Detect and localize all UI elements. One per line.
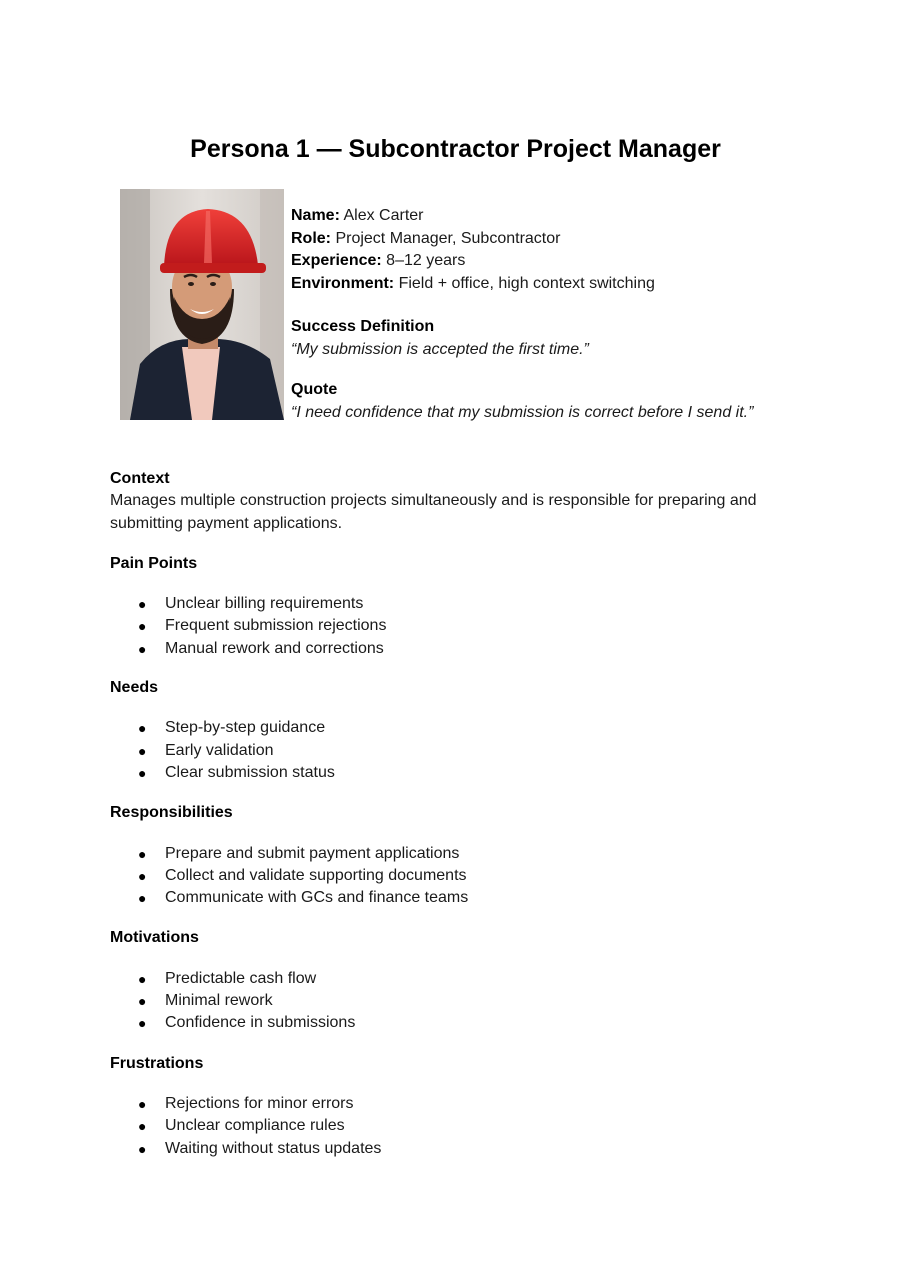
bullet-icon: ● (138, 1118, 147, 1135)
name-value: Alex Carter (343, 207, 424, 224)
list-item-text: Communicate with GCs and finance teams (165, 889, 469, 907)
role-row (291, 228, 871, 251)
list-item (110, 887, 810, 909)
page-title: Persona 1 — Subcontractor Project Manager (190, 135, 721, 163)
motivations-heading: Motivations (110, 929, 199, 947)
list-item-text: Prepare and submit payment applications (165, 844, 460, 862)
needs-heading: Needs (110, 679, 159, 697)
list-item (110, 1093, 810, 1115)
list-item-text: Unclear billing requirements (165, 595, 364, 613)
bullet-icon: ● (138, 867, 147, 884)
list-item (110, 1115, 810, 1137)
bullet-icon: ● (138, 1095, 147, 1112)
persona-details (110, 468, 810, 1160)
list-item-text: Step-by-step guidance (165, 719, 326, 737)
context-heading: Context (110, 470, 170, 487)
bullet-icon: ● (138, 970, 147, 987)
frustrations-list (110, 1093, 810, 1160)
bullet-icon: ● (138, 640, 147, 657)
list-item-text: Manual rework and corrections (165, 639, 384, 657)
list-item-text: Confidence in submissions (165, 1014, 356, 1032)
list-item (110, 717, 810, 739)
environment-label: Environment: (291, 274, 395, 292)
bullet-icon: ● (138, 1015, 147, 1032)
persona-photo-illustration (120, 189, 284, 420)
bullet-icon: ● (138, 993, 147, 1010)
responsibilities-list (110, 843, 810, 910)
success-definition-text: “My submission is accepted the first time.” (291, 340, 589, 358)
frustrations-heading: Frustrations (110, 1054, 204, 1072)
list-item-text: Rejections for minor errors (165, 1094, 354, 1112)
quote-text: “I need confidence that my submission is correct before I send it.” (291, 403, 754, 421)
list-item-text: Waiting without status updates (165, 1139, 382, 1157)
list-item (110, 990, 810, 1012)
responsibilities-heading: Responsibilities (110, 804, 233, 822)
bullet-icon: ● (138, 742, 147, 759)
list-item-text: Early validation (165, 741, 274, 759)
bullet-icon: ● (138, 618, 147, 635)
context-text: Manages multiple construction projects simultaneously and is responsible for preparing and submitting payment applications. (110, 492, 757, 532)
list-item (110, 843, 810, 865)
list-item (110, 1138, 810, 1160)
list-item-text: Clear submission status (165, 763, 335, 781)
bullet-icon: ● (138, 720, 147, 737)
success-definition-heading: Success Definition (291, 318, 435, 335)
pain-points-heading: Pain Points (110, 554, 198, 572)
list-item-text: Unclear compliance rules (165, 1117, 345, 1135)
list-item-text: Collect and validate supporting documents (165, 866, 467, 884)
list-item (110, 1012, 810, 1034)
bullet-icon: ● (138, 596, 147, 613)
persona-profile (291, 205, 871, 424)
experience-label: Experience: (291, 252, 382, 269)
name-label: Name: (291, 207, 340, 224)
list-item-text: Predictable cash flow (165, 969, 317, 987)
role-label: Role: (291, 229, 331, 247)
pain-points-list (110, 593, 810, 660)
name-row (291, 205, 871, 228)
list-item (110, 638, 810, 660)
role-value: Project Manager, Subcontractor (335, 229, 561, 247)
needs-list (110, 717, 810, 784)
bullet-icon: ● (138, 845, 147, 862)
list-item (110, 762, 810, 784)
environment-row (291, 273, 871, 296)
persona-photo (120, 189, 284, 420)
list-item-text: Frequent submission rejections (165, 617, 387, 635)
list-item (110, 865, 810, 887)
list-item (110, 740, 810, 762)
experience-row (291, 250, 871, 273)
environment-value: Field + office, high context switching (398, 274, 655, 292)
bullet-icon: ● (138, 890, 147, 907)
quote-heading: Quote (291, 381, 338, 398)
list-item (110, 593, 810, 615)
list-item (110, 968, 810, 990)
experience-value: 8–12 years (386, 252, 466, 269)
list-item-text: Minimal rework (165, 992, 273, 1010)
bullet-icon: ● (138, 1140, 147, 1157)
list-item (110, 615, 810, 637)
motivations-list (110, 968, 810, 1035)
bullet-icon: ● (138, 764, 147, 781)
